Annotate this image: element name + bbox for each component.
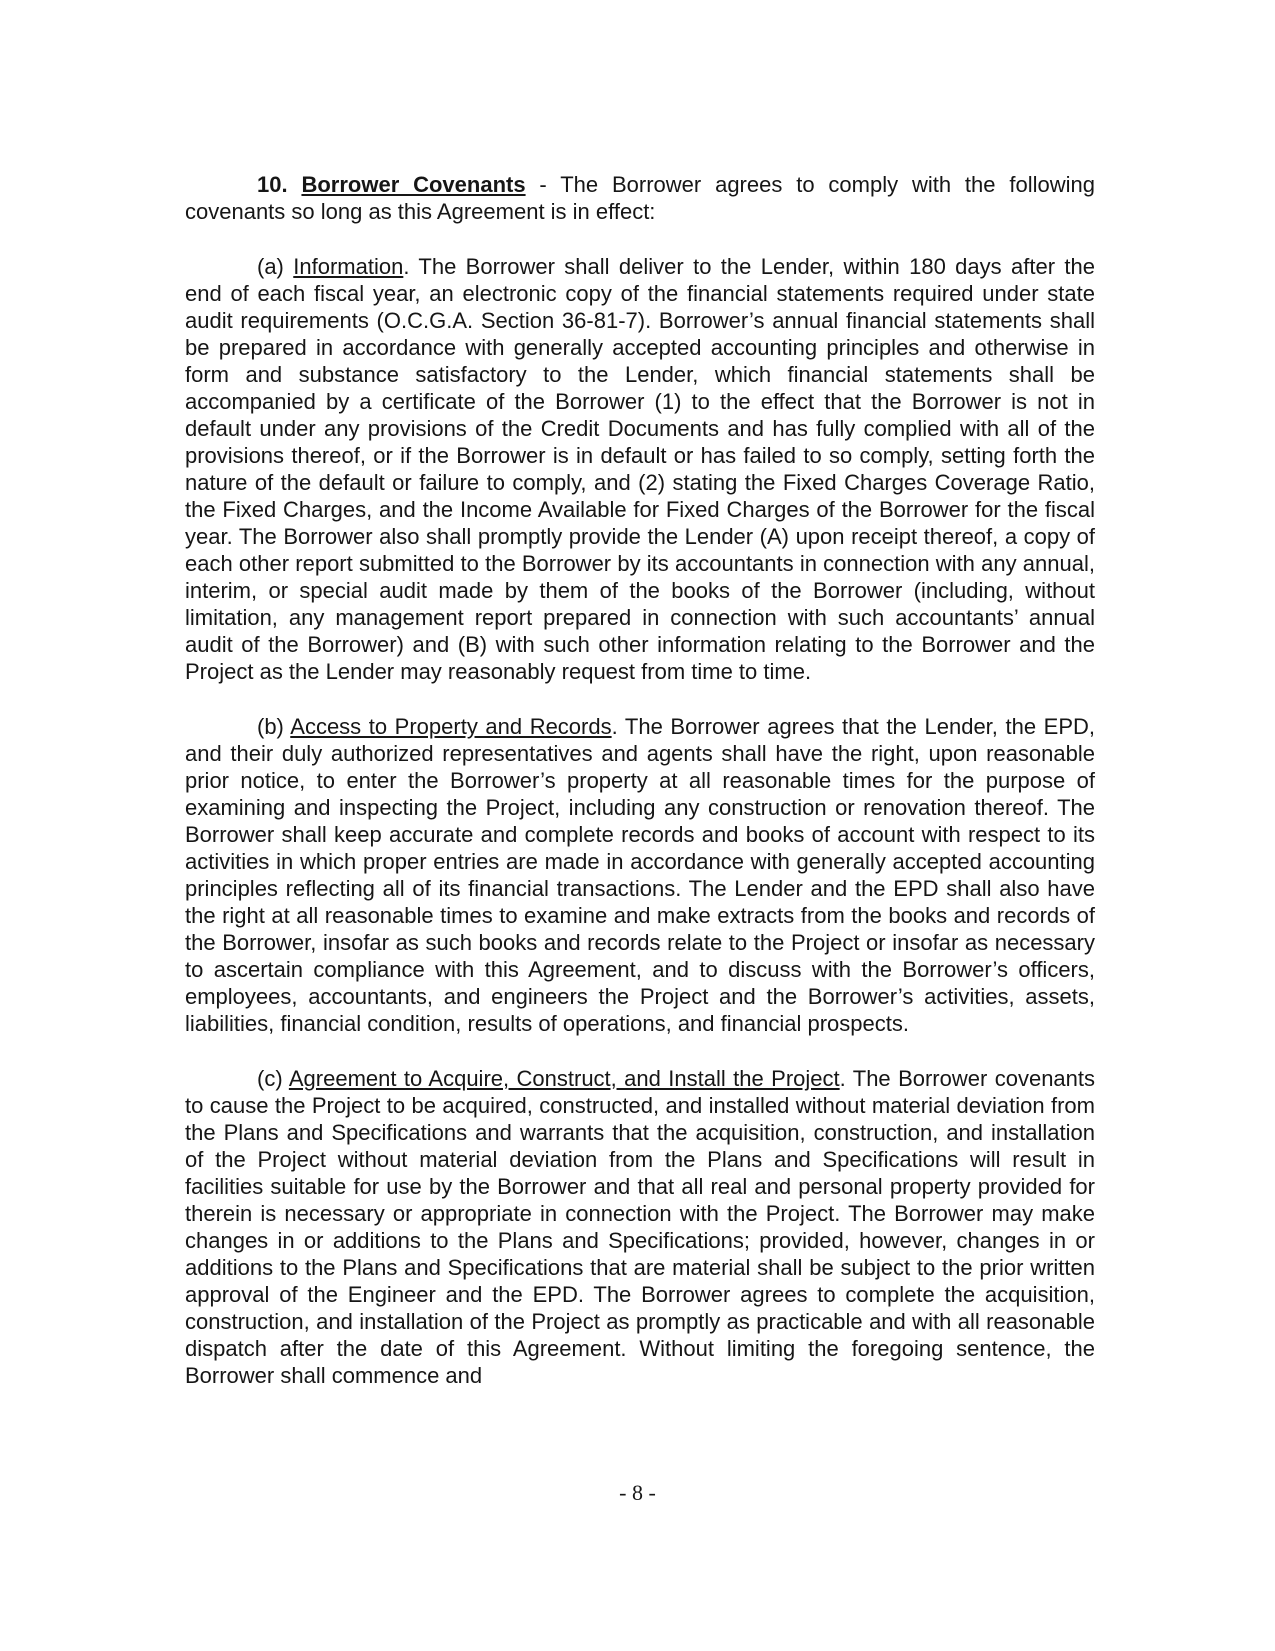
section-10-paragraph <box>185 171 1095 225</box>
paragraph-a-body: . The Borrower shall deliver to the Lender, within 180 days after the end of each fiscal year, an electronic copy of the financial statements required under state audit requirements (O.C.G.A. Section 36-81-7). Borrower’s annual financial statements shall be prepared in accordance with generally accepted accounting principles and otherwise in form and substance satisfactory to the Lender, which financial statements shall be accompanied by a certificate of the Borrower (1) to the effect that the Borrower is not in default under any provisions of the Credit Documents and has fully complied with all of the provisions thereof, or if the Borrower is in default or has failed to so comply, setting forth the nature of the default or failure to comply, and (2) stating the Fixed Charges Coverage Ratio, the Fixed Charges, and the Income Available for Fixed Charges of the Borrower for the fiscal year. The Borrower also shall promptly provide the Lender (A) upon receipt thereof, a copy of each other report submitted to the Borrower by its accountants in connection with any annual, interim, or special audit made by them of the books of the Borrower (including, without limitation, any management report prepared in connection with such accountants’ annual audit of the Borrower) and (B) with such other information relating to the Borrower and the Project as the Lender may reasonably request from time to time. <box>185 254 1095 684</box>
paragraph-c <box>185 1065 1095 1389</box>
paragraph-b <box>185 713 1095 1037</box>
document-body <box>185 171 1095 1417</box>
section-intro-text: - The Borrower agrees to comply with the following covenants so long as this Agreement is in effect: <box>185 172 1095 224</box>
paragraph-c-title: Agreement to Acquire, Construct, and Install the Project <box>288 1066 840 1091</box>
page-number: - 8 - <box>619 1480 656 1505</box>
paragraph-b-body: . The Borrower agrees that the Lender, the EPD, and their duly authorized representatives and agents shall have the right, upon reasonable prior notice, to enter the Borrower’s property at all reasonable times for the purpose of examining and inspecting the Project, including any construction or renovation thereof. The Borrower shall keep accurate and complete records and books of account with respect to its activities in which proper entries are made in accordance with generally accepted accounting principles reflecting all of its financial transactions. The Lender and the EPD shall also have the right at all reasonable times to examine and make extracts from the books and records of the Borrower, insofar as such books and records relate to the Project or insofar as necessary to ascertain compliance with this Agreement, and to discuss with the Borrower’s officers, employees, accountants, and engineers the Project and the Borrower’s activities, assets, liabilities, financial condition, results of operations, and financial prospects. <box>185 714 1095 1036</box>
paragraph-c-body: . The Borrower covenants to cause the Project to be acquired, constructed, and installed without material deviation from the Plans and Specifications and warrants that the acquisition, construction, and installation of the Project without material deviation from the Plans and Specifications will result in facilities suitable for use by the Borrower and that all real and personal property provided for therein is necessary or appropriate in connection with the Project. The Borrower may make changes in or additions to the Plans and Specifications; provided, however, changes in or additions to the Plans and Specifications that are material shall be subject to the prior written approval of the Engineer and the EPD. The Borrower agrees to complete the acquisition, construction, and installation of the Project as promptly as practicable and with all reasonable dispatch after the date of this Agreement. Without limiting the foregoing sentence, the Borrower shall commence and <box>185 1066 1096 1388</box>
paragraph-a <box>185 253 1095 685</box>
section-title: Borrower Covenants <box>301 172 526 197</box>
paragraph-c-label: (c) <box>257 1066 283 1091</box>
paragraph-a-label: (a) <box>257 254 284 279</box>
section-number: 10. <box>257 172 288 197</box>
paragraph-a-title: Information <box>293 254 404 279</box>
paragraph-b-label: (b) <box>257 714 284 739</box>
paragraph-b-title: Access to Property and Records <box>290 714 612 739</box>
